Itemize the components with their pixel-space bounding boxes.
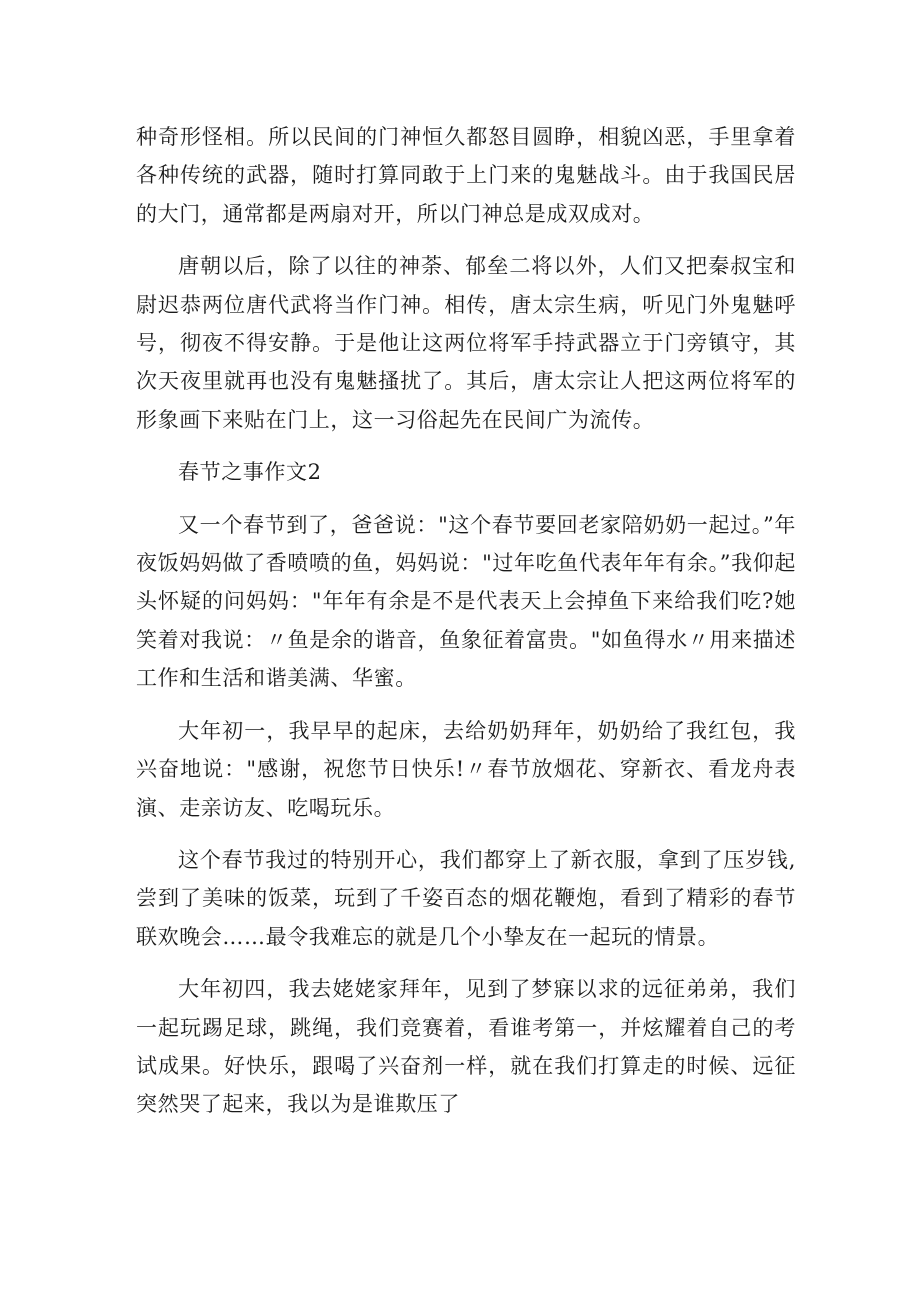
paragraph-2: 唐朝以后，除了以往的神荼、郁垒二将以外，人们又把秦叔宝和尉迟恭两位唐代武将当作门神。相传，唐太宗生病，听见门外鬼魅呼号，彻夜不得安静。于是他让这两位将军手持武器立于门旁镇守，其次天夜里就再也没有鬼魅搔扰了。其后，唐太宗让人把这两位将军的形象画下来贴在门上，这一习俗起先在民间广为流传。	[136, 254, 796, 432]
paragraph-3: 又一个春节到了，爸爸说："这个春节要回老家陪奶奶一起过。”年夜饭妈妈做了香喷喷的鱼，妈妈说："过年吃鱼代表年年有余。”我仰起头怀疑的问妈妈："年年有余是不是代表天上会掉鱼下来给我们吃?她笑着对我说：〃鱼是余的谐音，鱼象征着富贵。"如鱼得水〃用来描述工作和生活和谐美满、华蜜。	[136, 512, 796, 691]
section-heading: 春节之事作文2	[178, 460, 322, 485]
document-body	[136, 118, 796, 1138]
paragraph-6: 大年初四，我去姥姥家拜年，见到了梦寐以求的远征弟弟，我们一起玩踢足球，跳绳，我们竞赛着，看谁考第一，并炫耀着自己的考试成果。好快乐，跟喝了兴奋剂一样，就在我们打算走的时候、远征突然哭了起来，我以为是谁欺压了	[136, 977, 796, 1117]
paragraph-5: 这个春节我过的特别开心，我们都穿上了新衣服，拿到了压岁钱,尝到了美味的饭菜，玩到了千姿百态的烟花鞭炮，看到了精彩的春节联欢晚会……最令我难忘的就是几个小挚友在一起玩的情景。	[136, 847, 796, 949]
paragraph-4: 大年初一，我早早的起床，去给奶奶拜年，奶奶给了我红包，我兴奋地说："感谢，祝您节日快乐!〃春节放烟花、穿新衣、看龙舟表演、走亲访友、吃喝玩乐。	[136, 718, 796, 820]
paragraph-1: 种奇形怪相。所以民间的门神恒久都怒目圆睁，相貌凶恶，手里拿着各种传统的武器，随时打算同敢于上门来的鬼魅战斗。由于我国民居的大门，通常都是两扇对开，所以门神总是成双成对。	[136, 125, 796, 226]
